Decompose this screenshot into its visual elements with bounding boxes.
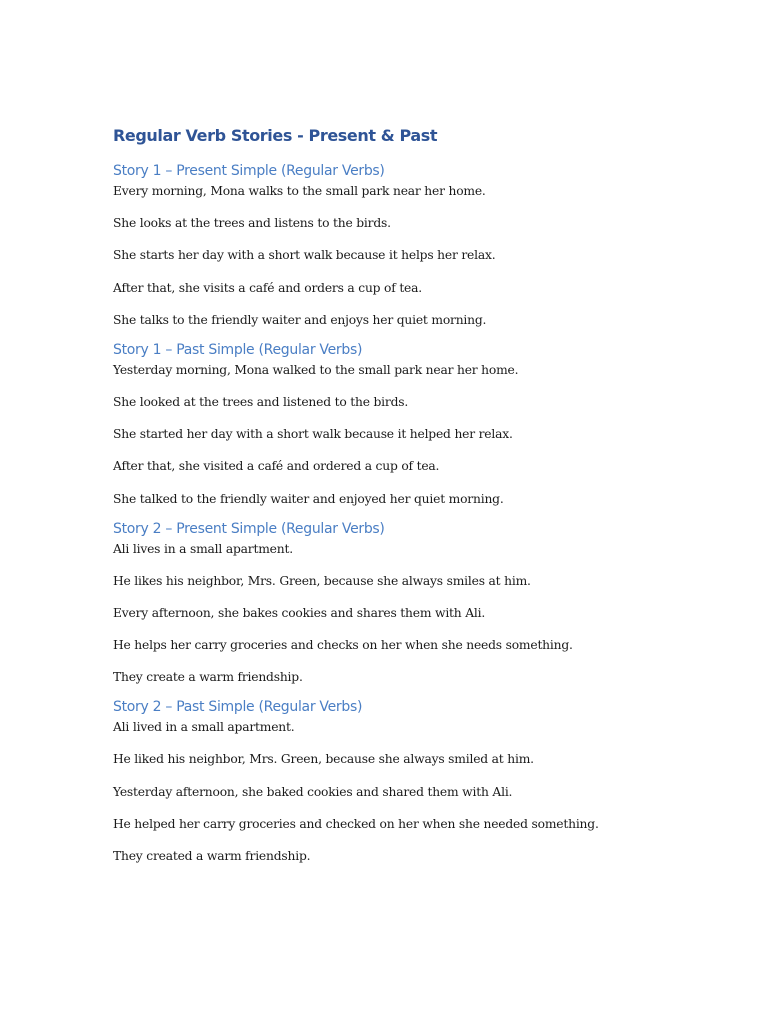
paragraph: She looks at the trees and listens to the birds. xyxy=(113,216,391,231)
paragraph: After that, she visited a café and ordered a cup of tea. xyxy=(113,459,440,474)
paragraph: He liked his neighbor, Mrs. Green, because she always smiled at him. xyxy=(113,752,534,767)
paragraph: Every afternoon, she bakes cookies and shares them with Ali. xyxy=(113,605,486,620)
paragraph: She starts her day with a short walk because it helps her relax. xyxy=(113,248,496,263)
paragraph: She looked at the trees and listened to the birds. xyxy=(113,394,409,409)
paragraph: They create a warm friendship. xyxy=(113,670,303,685)
section-heading: Story 2 – Present Simple (Regular Verbs) xyxy=(113,520,385,537)
paragraph: Ali lived in a small apartment. xyxy=(113,720,295,735)
paragraph: Ali lives in a small apartment. xyxy=(113,541,293,556)
section-story-2-present xyxy=(113,518,713,687)
document-title: Regular Verb Stories - Present & Past xyxy=(113,126,438,145)
section-heading: Story 1 – Past Simple (Regular Verbs) xyxy=(113,341,363,358)
paragraph: Yesterday morning, Mona walked to the small park near her home. xyxy=(113,362,519,377)
section-heading: Story 1 – Present Simple (Regular Verbs) xyxy=(113,163,385,179)
paragraph: She talked to the friendly waiter and enjoyed her quiet morning. xyxy=(113,491,504,506)
paragraph: She started her day with a short walk because it helped her relax. xyxy=(113,427,513,442)
document-page xyxy=(113,124,713,865)
section-heading: Story 2 – Past Simple (Regular Verbs) xyxy=(113,699,363,716)
paragraph: He likes his neighbor, Mrs. Green, because she always smiles at him. xyxy=(113,573,531,588)
paragraph: After that, she visits a café and orders a cup of tea. xyxy=(113,280,422,295)
paragraph: He helps her carry groceries and checks on her when she needs something. xyxy=(113,638,573,653)
section-story-1-past xyxy=(113,339,713,508)
paragraph: Every morning, Mona walks to the small park near her home. xyxy=(113,184,486,198)
paragraph: Yesterday afternoon, she baked cookies and shared them with Ali. xyxy=(113,784,513,799)
section-story-2-past xyxy=(113,696,713,865)
section-story-1-present xyxy=(113,160,713,329)
paragraph: She talks to the friendly waiter and enjoys her quiet morning. xyxy=(113,312,487,327)
paragraph: He helped her carry groceries and checked on her when she needed something. xyxy=(113,816,599,831)
paragraph: They created a warm friendship. xyxy=(113,849,311,863)
